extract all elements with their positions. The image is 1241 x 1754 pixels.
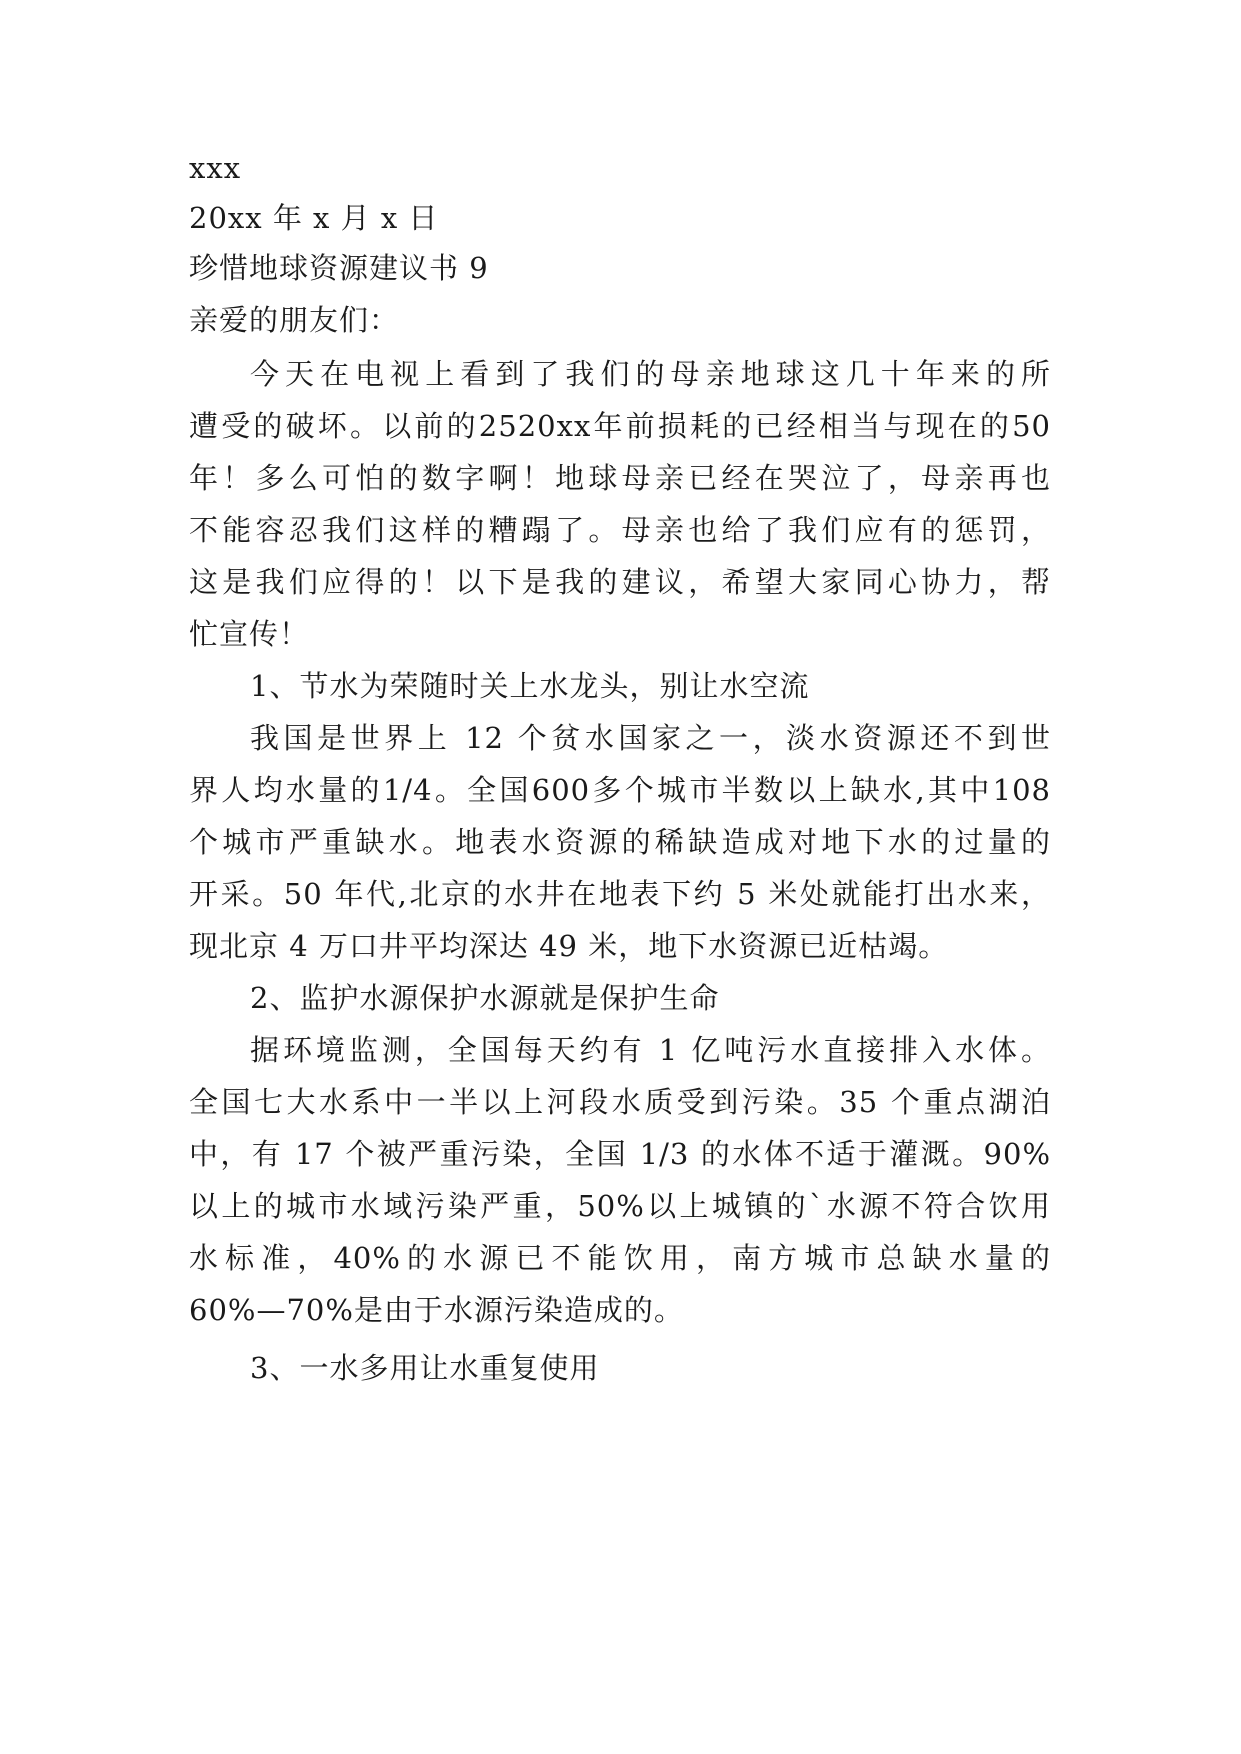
section2-line: 中，有 17 个被严重污染，全国 1/3 的水体不适于灌溉。90% [189, 1137, 1051, 1171]
section2-line: 全国七大水系中一半以上河段水质受到污染。35 个重点湖泊 [189, 1085, 1051, 1119]
intro-line: 今天在电视上看到了我们的母亲地球这几十年来的所 [250, 357, 1051, 391]
section-heading-3: 3、一水多用让水重复使用 [250, 1351, 600, 1385]
section1-line: 我国是世界上 12 个贫水国家之一，淡水资源还不到世 [250, 721, 1051, 755]
section1-line: 个城市严重缺水。地表水资源的稀缺造成对地下水的过量的 [189, 825, 1051, 859]
intro-line: 遭受的破坏。以前的2520xx年前损耗的已经相当与现在的50 [189, 409, 1051, 443]
intro-line: 这是我们应得的！以下是我的建议，希望大家同心协力，帮 [189, 565, 1051, 599]
date: 20xx 年 x 月 x 日 [189, 201, 439, 235]
section-heading-1: 1、节水为荣随时关上水龙头，别让水空流 [250, 669, 810, 703]
signature: xxx [189, 151, 242, 185]
salutation: 亲爱的朋友们： [189, 303, 400, 337]
section1-line: 现北京 4 万口井平均深达 49 米，地下水资源已近枯竭。 [189, 929, 949, 963]
section1-line: 界人均水量的1/4。全国600多个城市半数以上缺水,其中108 [189, 773, 1051, 807]
section1-line: 开采。50 年代,北京的水井在地表下约 5 米处就能打出水来， [189, 877, 1051, 911]
section2-line: 以上的城市水域污染严重，50%以上城镇的`水源不符合饮用 [189, 1189, 1051, 1223]
section2-line: 水标准，40%的水源已不能饮用，南方城市总缺水量的 [189, 1241, 1051, 1275]
intro-line: 忙宣传！ [189, 617, 310, 651]
intro-line: 年！多么可怕的数字啊！地球母亲已经在哭泣了，母亲再也 [189, 461, 1051, 495]
section2-line: 据环境监测，全国每天约有 1 亿吨污水直接排入水体。 [250, 1033, 1051, 1067]
intro-line: 不能容忍我们这样的糟蹋了。母亲也给了我们应有的惩罚， [189, 513, 1051, 547]
section-heading-2: 2、监护水源保护水源就是保护生命 [250, 981, 720, 1015]
section2-line: 60%—70%是由于水源污染造成的。 [189, 1293, 684, 1327]
document-title: 珍惜地球资源建议书 9 [189, 251, 489, 285]
